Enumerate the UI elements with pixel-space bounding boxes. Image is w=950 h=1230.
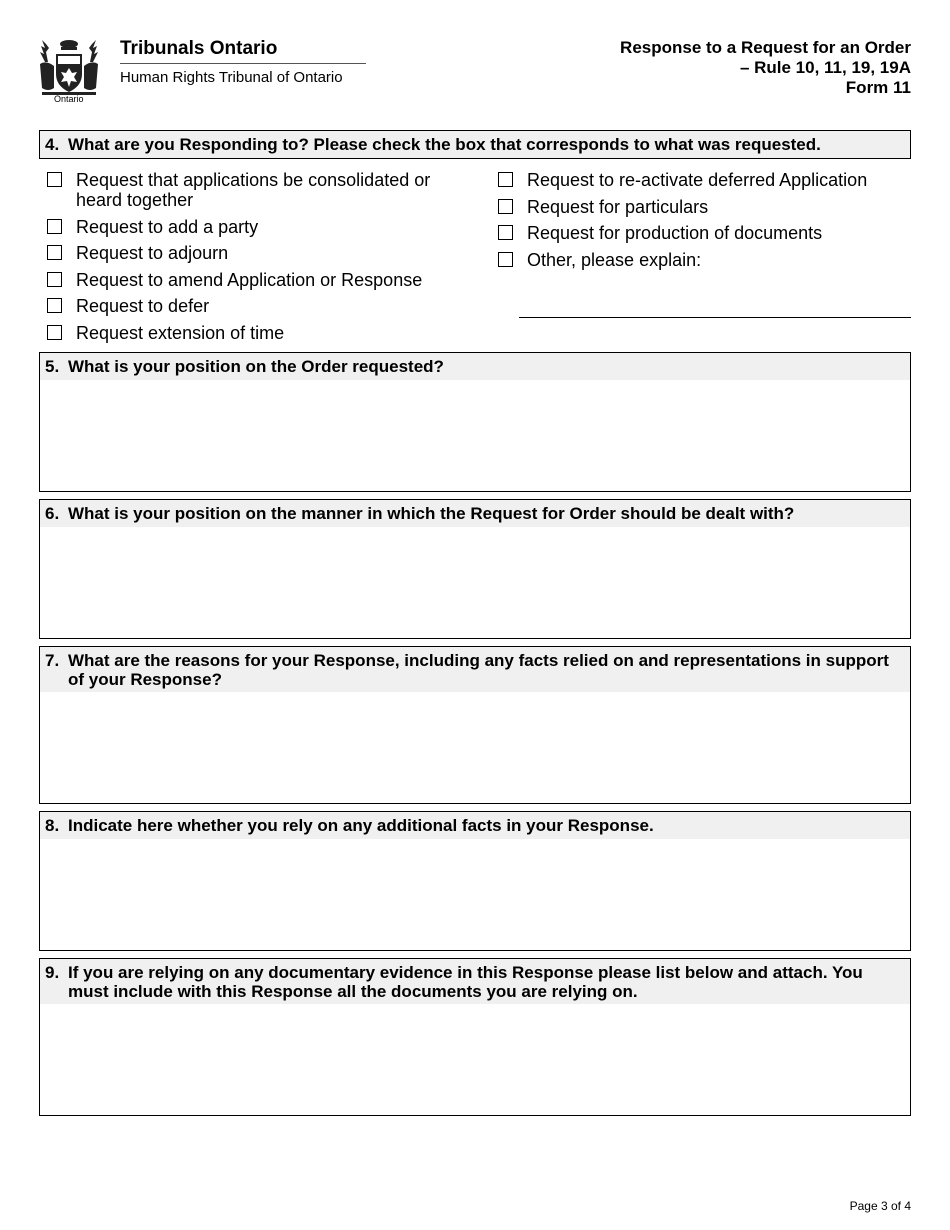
q4-number: 4.	[45, 135, 60, 154]
form-title-line: Response to a Request for an Order	[620, 38, 911, 57]
option-label: Request to adjourn	[76, 243, 229, 263]
q6-heading	[39, 499, 911, 528]
option-label: Request that applications be consolidated or heard together	[76, 170, 431, 210]
q6-title: What is your position on the manner in which the Request for Order should be dealt with?	[68, 504, 795, 523]
checkbox[interactable]	[47, 325, 62, 340]
q6-number: 6.	[45, 504, 60, 523]
logo-caption: Ontario	[54, 94, 84, 104]
option-other	[498, 250, 911, 270]
page-number: Page 3 of 4	[849, 1199, 911, 1213]
q4-right-options	[498, 170, 911, 276]
checkbox[interactable]	[47, 245, 62, 260]
q7-answer-field[interactable]	[39, 692, 911, 804]
org-name: Tribunals Ontario	[120, 38, 366, 64]
option-label: Request to re-activate deferred Application	[527, 170, 868, 190]
q8-number: 8.	[45, 816, 60, 835]
option-reactivate	[498, 170, 911, 190]
q8-heading	[39, 811, 911, 840]
option-production	[498, 223, 911, 243]
q8-answer-field[interactable]	[39, 839, 911, 951]
q9-title: If you are relying on any documentary evidence in this Response please list below and attach. You must include with this Response all the documents you are relying on.	[68, 963, 863, 1001]
option-amend	[47, 270, 477, 290]
q5-heading	[39, 352, 911, 381]
q5-title: What is your position on the Order requested?	[68, 357, 444, 376]
checkbox[interactable]	[47, 298, 62, 313]
option-label: Request extension of time	[76, 322, 285, 343]
organization-block	[120, 38, 366, 88]
checkbox[interactable]	[498, 225, 513, 240]
option-label: Request for particulars	[527, 196, 709, 217]
option-defer	[47, 296, 477, 316]
q6-answer-field[interactable]	[39, 527, 911, 639]
q4-title: What are you Responding to? Please check the box that corresponds to what was requested.	[68, 135, 821, 154]
q7-number: 7.	[45, 651, 60, 670]
option-particulars	[498, 197, 911, 217]
checkbox[interactable]	[47, 172, 62, 187]
option-label: Other, please explain:	[527, 249, 702, 270]
checkbox[interactable]	[47, 272, 62, 287]
option-adjourn	[47, 243, 477, 263]
option-consolidate	[47, 170, 477, 210]
option-add-party	[47, 217, 477, 237]
q5-answer-field[interactable]	[39, 380, 911, 492]
form-number: Form 11	[845, 78, 911, 97]
option-label: Request to defer	[76, 296, 210, 316]
option-label: Request for production of documents	[527, 223, 823, 243]
checkbox[interactable]	[498, 172, 513, 187]
org-subtitle: Human Rights Tribunal of Ontario	[120, 69, 343, 86]
q9-answer-field[interactable]	[39, 1004, 911, 1116]
form-rule-line: – Rule 10, 11, 19, 19A	[739, 58, 911, 77]
form-title	[620, 38, 911, 98]
q9-heading	[39, 958, 911, 1006]
option-label: Request to add a party	[76, 216, 259, 237]
checkbox[interactable]	[498, 252, 513, 267]
other-explain-field[interactable]	[519, 317, 911, 318]
q9-number: 9.	[45, 963, 60, 982]
checkbox[interactable]	[498, 199, 513, 214]
q5-number: 5.	[45, 357, 60, 376]
option-label: Request to amend Application or Response	[76, 269, 423, 290]
option-extension	[47, 323, 477, 343]
q7-heading	[39, 646, 911, 694]
q8-title: Indicate here whether you rely on any additional facts in your Response.	[68, 816, 654, 835]
q4-left-options	[47, 170, 477, 349]
q4-heading	[39, 130, 911, 159]
q7-title: What are the reasons for your Response, including any facts relied on and representations in support of your Response?	[68, 651, 889, 689]
checkbox[interactable]	[47, 219, 62, 234]
